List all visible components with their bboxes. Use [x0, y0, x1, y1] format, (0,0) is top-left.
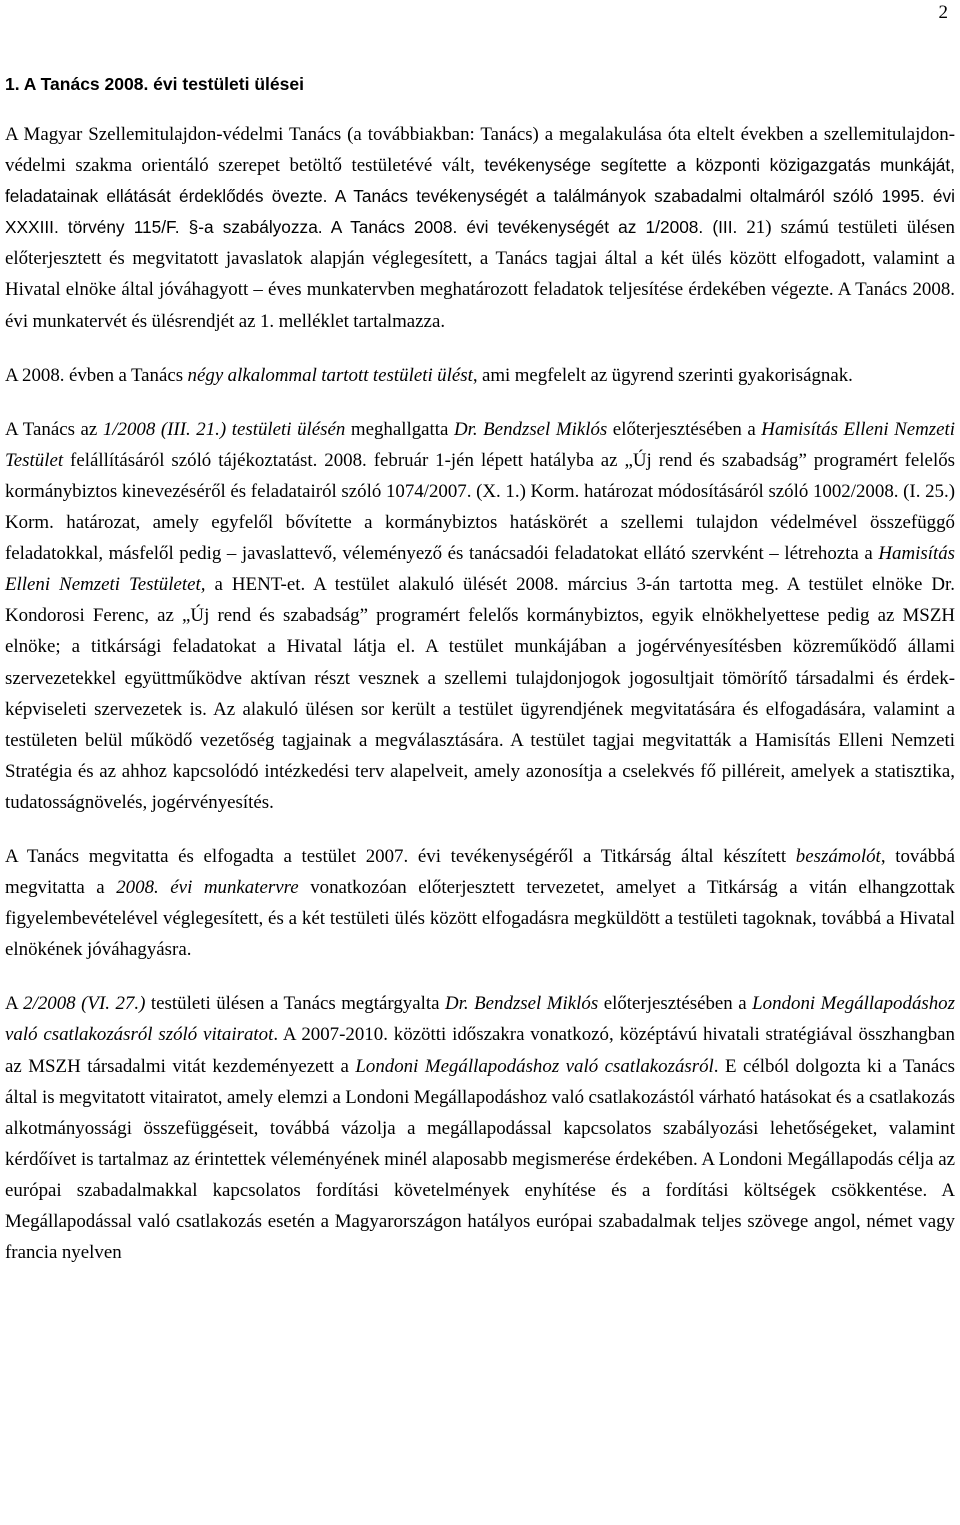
- text-run: előterjesztésében a: [607, 418, 762, 440]
- text-run: testületi ülésen a Tanács megtárgyalta: [145, 993, 445, 1015]
- italic-run: Londoni Megállapodáshoz való csatlakozásról: [355, 1055, 714, 1077]
- text-run: . A 2007-2010. közötti időszakra vonatkozó, középtávú hivatali stratégiával összhangban az MSZH társadalmi vitát kezdeményezett a: [5, 1024, 955, 1077]
- section-heading: 1. A Tanács 2008. évi testületi ülései: [5, 74, 304, 94]
- text-run: A: [5, 993, 24, 1015]
- italic-run: Hamisítás Elleni Nemzeti Testület: [5, 418, 955, 471]
- paragraph-intro: [5, 119, 955, 337]
- intro-text-b: tevékenysége segítette a központi közigazgatás munkáját, feladatainak ellátását érdeklődés övezte. A Tanács tevékenységét a találmányok szabadalmi oltalmáról szóló 1995. évi XXXIII. törvény 115/F. §-a szabályozza. A Tanács 2008. évi tevékenységét az 1/2008. (III.: [5, 155, 955, 238]
- document-body: [5, 72, 955, 1268]
- text-run: A 2008. évben a Tanács: [5, 364, 188, 386]
- italic-run: Dr. Bendzsel Miklós: [445, 993, 599, 1015]
- paragraph-second-meeting: [5, 988, 955, 1268]
- italic-run: Dr. Bendzsel Miklós: [453, 418, 608, 440]
- italic-run: négy alkalommal tartott testületi ülést: [187, 364, 473, 386]
- text-run: . E célból dolgozta ki a Tanács által is megvitatott vitairatot, amely elemzi a Londoni Megállapodáshoz való csatlakozástól várható hatásokat és a csatlakozás alkotmányossági összefüggéseit, továbbá vázolja a megállapodással kapcsolatos szabályozási lehetőségeket, valamint kérdőívet is tartalmaz az érintettek véleményének minél alaposabb megismerése érdekében. A Londoni Megállapodás célja az európai szabadalmakkal kapcsolatos fordítási követelmények enyhítése és a fordítási költségek csökkentése. A Megállapodással való csatlakozás esetén a Magyarországon hatályos európai szabadalmak teljes szövege angol, német vagy francia nyelven: [5, 1055, 955, 1264]
- text-run: A Tanács megvitatta és elfogadta a testület 2007. évi tevékenységéről a Titkárság által készített: [5, 845, 796, 867]
- paragraph-report-approval: [5, 841, 955, 965]
- italic-run: beszámolót: [795, 845, 881, 867]
- intro-text-a: A Magyar Szellemitulajdon-védelmi Tanács (a továbbiakban: Tanács) a megalakulása óta eltelt években a szellemitulajdon-védelmi szakma orientáló szerepet betöltő testületévé vált,: [5, 124, 955, 177]
- text-run: felállításáról szóló tájékoztatást. 2008. február 1-jén lépett hatályba az „Új rend és szabadság” programért felelős kormánybiztos kinevezéséről és feladatairól szóló 1074/2007. (X. 1.) Korm. határozat módosításáról szóló 1002/2008. (I. 25.) Korm. határozat, amely egyfelől bővítette a kormánybiztos hatáskörét a szellemi tulajdon védelmével összefüggő feladatokkal, másfelől pedig – javaslattevő, véleményező és tanácsadói feladatokat ellátó szervként – létrehozta a: [5, 449, 955, 565]
- paragraph-meeting-count: [5, 360, 955, 391]
- text-run: meghallgatta: [345, 418, 454, 440]
- italic-run: 2/2008 (VI. 27.): [23, 993, 146, 1015]
- text-run: A Tanács az: [5, 418, 103, 440]
- text-run: vonatkozóan előterjesztett tervezetet, amelyet a Titkárság a vitán elhangzottak figyelembevételével véglegesített, és a két testületi ülés között elfogadásra megküldött a testületi tagoknak, továbbá a Hivatal elnökének jóváhagyásra.: [5, 877, 955, 961]
- italic-run: 1/2008 (III. 21.) testületi ülésén: [102, 418, 346, 440]
- paragraph-first-meeting: [5, 414, 955, 818]
- text-run: , továbbá megvitatta a: [5, 845, 955, 899]
- page-number: 2: [938, 2, 948, 23]
- italic-run: Londoni Megállapodáshoz való csatlakozásról szóló vitairatot: [5, 993, 955, 1046]
- text-run: előterjesztésében a: [598, 993, 753, 1015]
- italic-run: 2008. évi munkatervre: [116, 877, 299, 899]
- text-run: a HENT-et. A testület alakuló ülését 2008. március 3-án tartotta meg. A testület elnöke Dr. Kondorosi Ferenc, az „Új rend és szabadság” programért felelős kormánybiztos, egyik elnökhelyettese pedig az MSZH elnöke; a titkársági feladatokat a Hivatal látja el. A testület munkájában a jogérvényesítésben közreműködő állami szervezetekkel együttműködve aktívan részt vesznek a szellemi tulajdonjogok jogosultjait tömörítő társadalmi és érdek-képviseleti szervezetek is. Az alakuló ülésen sor került a testület ügyrendjének megvitatására és elfogadására, valamint a testületen belül működő vezetőség tagjainak a megválasztására. A testület tagjai megvitatták a Hamisítás Elleni Nemzeti Stratégia és az ahhoz kapcsolódó intézkedési terv alapelveit, amely azonosítja a cselekvés fő pilléreit, amelyek a statisztika, tudatosságnövelés, jogérvényesítés.: [5, 574, 955, 813]
- italic-run: Hamisítás Elleni Nemzeti Testületet,: [5, 543, 955, 596]
- text-run: , ami megfelelt az ügyrend szerinti gyakoriságnak.: [472, 364, 853, 386]
- intro-text-c: 21) számú testületi ülésen előterjesztett és megvitatott javaslatok alapján véglegesített, a Tanács tagjai által a két ülés között elfogadott, valamint a Hivatal elnöke által jóváhagyott – éves munkatervben meghatározott feladatok teljesítése érdekében végezte. A Tanács 2008. évi munkatervét és ülésrendjét az 1. melléklet tartalmazza.: [5, 217, 955, 332]
